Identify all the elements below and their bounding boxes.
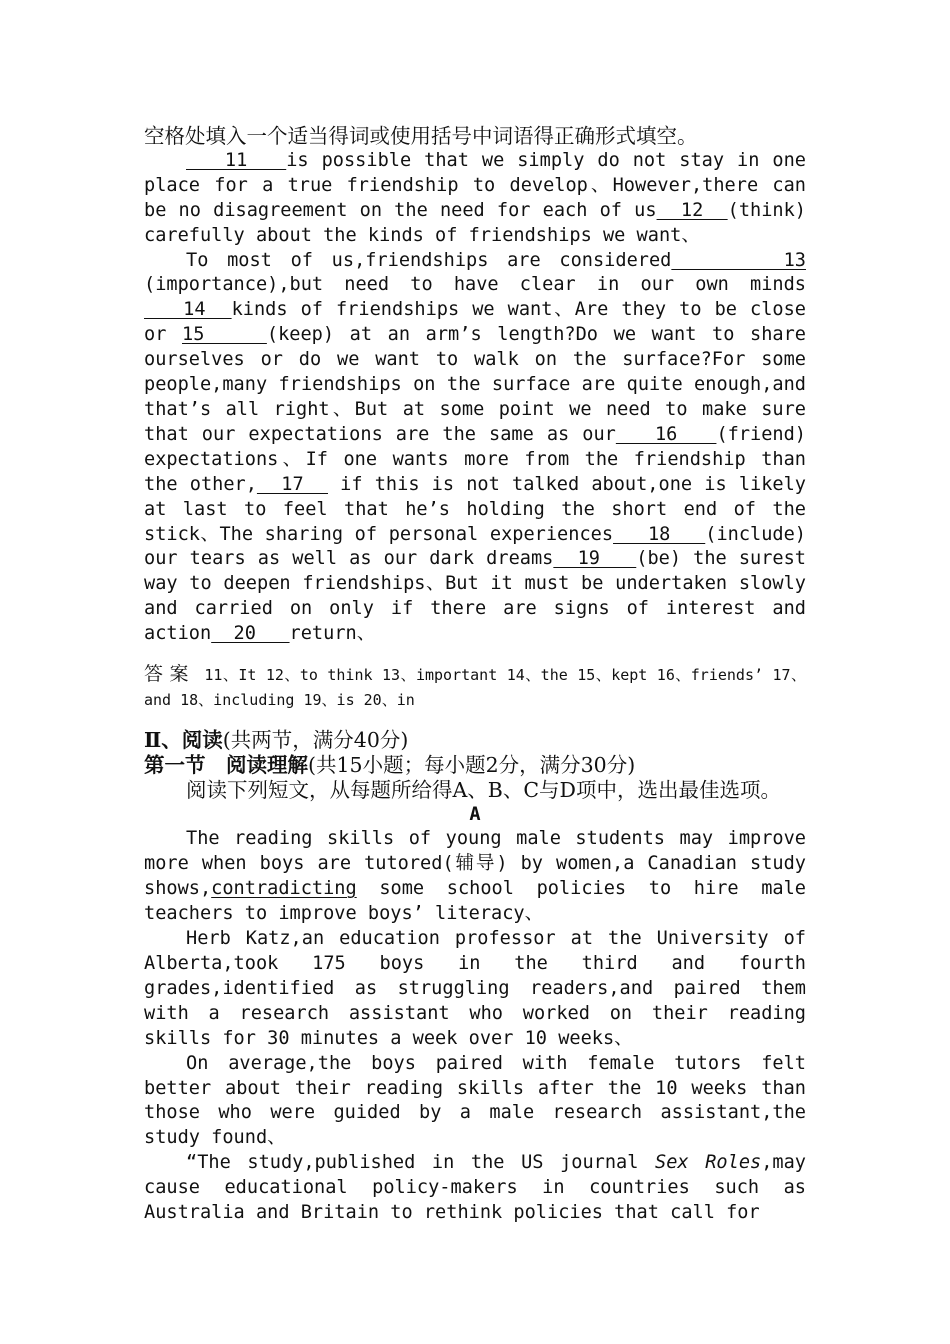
article-paragraph-3: On average,the boys paired with female tutors felt better about their reading skills after the 10 weeks than those who were guided by a male research assistant,the study found、 [144,1052,806,1149]
section-note: (共两节，满分40分) [222,727,409,752]
subsection-title: 第一节 阅读理解 [144,752,308,777]
subsection-note: (共15小题；每小题2分，满分30分) [308,752,636,777]
blank-13: 13 [671,249,806,271]
document-page [144,124,806,1226]
cloze-paragraph-1 [144,149,806,249]
answer-text: 11、It 12、to think 13、important 14、the 15、kept 16、friends’ 17、and 18、including 19、is 20、in [144,666,806,709]
cloze-text: (importance),but need to have clear in our own minds [144,274,806,296]
blank-20: 20 [211,623,290,645]
article-text: some school policies to hire male teachers to improve boys’ literacy、 [144,878,806,925]
underlined-word: contradicting [211,878,357,900]
article-paragraph-2: Herb Katz,an education professor at the University of Alberta,took 175 boys in the third and fourth grades,identified as struggling readers,and paired them with a research assistant who worked on their reading skills for 30 minutes a week over 10 weeks、 [144,928,806,1049]
blank-19: 19 [553,548,637,570]
blank-17: 17 [256,473,328,495]
section-title: Ⅱ、阅读 [144,727,223,752]
cloze-text: To most of us,friendships are considered [186,249,672,271]
article-text: The reading skills of young male students may improve more when boys are tutored(辅导) by women,a Canadian study shows, [144,828,806,900]
answer-label: 答案 [144,663,195,686]
cloze-text: (be) the surest way to deepen friendships、But it must be undertaken slowly and carried on only if there are signs of interest and action [144,548,806,645]
blank-14: 14 [144,299,232,321]
cloze-text: is possible that we simply do not stay in one place for a true friendship to develop、However,there can be no disagreement on the need for each of us [144,149,806,221]
blank-16: 16 [615,423,717,445]
cloze-text: kinds of friendships we want、Are they to be close or [144,299,806,346]
section-heading [144,728,806,753]
cloze-text: (think) carefully about the kinds of friendships we want、 [144,199,806,246]
answer-key [144,662,806,713]
cloze-text: (friend) expectations、If one wants more from the friendship than the other, [144,423,806,495]
blank-11: 11 [186,149,287,171]
article-text: “The study,published in the US journal [186,1152,656,1174]
blank-18: 18 [613,523,706,545]
cloze-paragraph-2 [144,249,806,648]
cloze-text: (keep) at an arm’s length?Do we want to share ourselves or do we want to walk on the surface?For some people,many friendships on the surface are quite enough,and that’s all right、But at some point we need to make sure that our expectations are the same as our [144,324,806,445]
article-paragraph-4 [144,1151,806,1226]
blank-15: 15 [182,324,267,346]
journal-title: Sex Roles [655,1152,762,1174]
cloze-text: return、 [289,623,376,645]
reading-instruction: 阅读下列短文，从每题所给得A、B、C与D项中，选出最佳选项。 [186,777,781,802]
cloze-text: if this is not talked about,one is likely at last to feel that he’s holding the short end of the stick、The sharing of personal experiences [144,473,806,545]
blank-12: 12 [656,199,728,221]
cloze-text: (include) our tears as well as our dark dreams [144,523,806,570]
subsection-heading [144,753,806,778]
cloze-instruction: 空格处填入一个适当得词或使用括号中词语得正确形式填空。 [144,124,698,148]
article-letter: A [469,803,481,825]
article-paragraph-1 [144,827,806,927]
article-text: ,may cause educational policy-makers in countries such as Australia and Britain to rethink policies that call for [144,1152,806,1224]
